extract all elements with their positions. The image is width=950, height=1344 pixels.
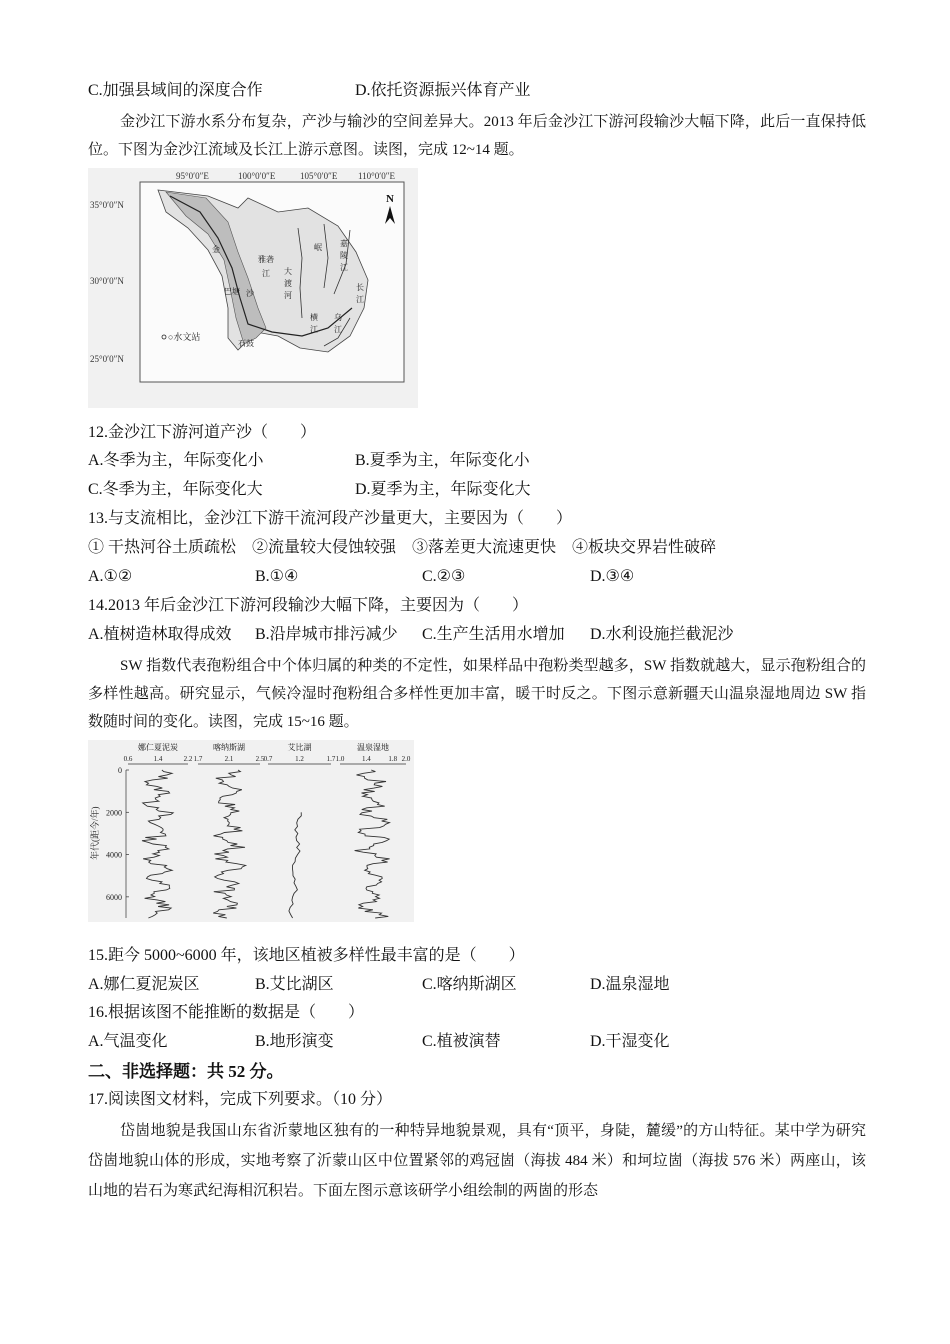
q12-option-b: B.夏季为主，年际变化小 xyxy=(355,452,530,469)
series-title: 艾比湖 xyxy=(287,743,312,752)
y-tick-label: 6000 xyxy=(106,892,122,902)
x-tick-label: 2.0 xyxy=(401,755,411,763)
q14-option-b: B.沿岸城市排污减少 xyxy=(255,626,398,643)
lon-label-3: 105°0′0″E xyxy=(300,171,338,181)
y-axis-label: 年代(距今/年) xyxy=(90,806,100,860)
place-he: 河 xyxy=(284,291,292,300)
jinsha-map-figure xyxy=(88,168,418,408)
x-tick-label: 2.1 xyxy=(224,755,234,763)
lat-label-3: 25°0′0″N xyxy=(90,354,124,364)
top-option-c: C.加强县域间的深度合作 xyxy=(88,82,263,99)
x-tick-label: 1.4 xyxy=(153,755,163,763)
place-yalong-jiang: 江 xyxy=(262,269,270,278)
lat-label-2: 30°0′0″N xyxy=(90,276,124,286)
q15-option-c: C.喀纳斯湖区 xyxy=(422,976,517,993)
passage-jinsha: 金沙江下游水系分布复杂，产沙与输沙的空间差异大。2013 年后金沙江下游河段输沙大幅下降，此后一直保持低位。下图为金沙江流域及长江上游示意图。读图，完成 12~14 题。 xyxy=(88,114,866,158)
top-option-d: D.依托资源振兴体育产业 xyxy=(355,82,531,99)
q14-option-a: A.植树造林取得成效 xyxy=(88,626,232,643)
section-heading: 二、非选择题：共 52 分。 xyxy=(88,1062,284,1081)
place-da: 大 xyxy=(284,267,292,276)
x-tick-label: 2.2 xyxy=(183,755,193,763)
place-chang: 长 xyxy=(356,283,364,292)
place-changjiang: 江 xyxy=(356,295,364,304)
series-title: 娜仁夏泥炭 xyxy=(138,743,178,752)
q16-option-b: B.地形演变 xyxy=(255,1033,334,1050)
q13-option-d: D.③④ xyxy=(590,568,635,585)
series-title: 喀纳斯湖 xyxy=(213,743,245,752)
q17-stem: 17.阅读图文材料，完成下列要求。（10 分） xyxy=(88,1091,393,1108)
sw-index-chart xyxy=(88,740,414,922)
y-tick-label: 0 xyxy=(118,766,122,775)
q15-option-d: D.温泉湿地 xyxy=(590,976,670,993)
place-batang: 巴塘 xyxy=(224,287,240,296)
place-min: 岷 xyxy=(314,243,322,252)
x-tick-label: 1.2 xyxy=(295,755,304,763)
place-ling: 陵 xyxy=(340,251,348,260)
place-jin: 金 xyxy=(212,245,220,254)
q14-option-d: D.水利设施拦截泥沙 xyxy=(590,626,734,643)
place-du: 渡 xyxy=(284,279,292,288)
x-tick-label: 1.8 xyxy=(388,755,398,763)
y-tick-label: 2000 xyxy=(106,808,122,818)
x-tick-label: 1.4 xyxy=(362,755,371,763)
lon-label-2: 100°0′0″E xyxy=(238,171,276,181)
q16-option-c: C.植被演替 xyxy=(422,1033,501,1050)
q14-option-c: C.生产生活用水增加 xyxy=(422,626,565,643)
x-tick-label: 1.7 xyxy=(193,755,203,763)
x-tick-label: 0.6 xyxy=(123,755,133,763)
place-jialing-jiang: 江 xyxy=(340,263,348,272)
y-tick-label: 4000 xyxy=(106,850,122,860)
x-tick-label: 2.5 xyxy=(255,755,265,763)
q17-passage: 岱崮地貌是我国山东省沂蒙地区独有的一种特异地貌景观，具有“顶平，身陡，麓缓”的方山特征。某中学为研究岱崮地貌山体的形成，实地考察了沂蒙山区中位置紧邻的鸡冠崮（海拔 484 米）和坷垃崮（海拔 576 米）两座山，该山地的岩石为寒武纪海相沉积岩。下面左图示意该研学小组绘制的两崮的形态 xyxy=(88,1123,866,1199)
q13-option-a: A.①② xyxy=(88,568,133,585)
q12-option-a: A.冬季为主，年际变化小 xyxy=(88,452,264,469)
q13-stem: 13.与支流相比，金沙江下游干流河段产沙量更大，主要因为（ ） xyxy=(88,510,573,527)
q12-option-d: D.夏季为主，年际变化大 xyxy=(355,481,531,498)
x-tick-label: 0.7 xyxy=(263,755,273,763)
q13-option-b: B.①④ xyxy=(255,568,299,585)
place-wujiang: 江 xyxy=(334,325,342,334)
north-label: N xyxy=(386,193,394,205)
x-tick-label: 1.7 xyxy=(326,755,336,763)
x-tick-label: 1.0 xyxy=(335,755,345,763)
place-shigu: 石鼓 xyxy=(238,339,254,348)
q16-option-d: D.干湿变化 xyxy=(590,1033,670,1050)
q15-stem: 15.距今 5000~6000 年，该地区植被多样性最丰富的是（ ） xyxy=(88,947,525,964)
q12-stem: 12.金沙江下游河道产沙（ ） xyxy=(88,424,317,441)
place-yalong: 雅砻 xyxy=(258,255,274,264)
lat-label-1: 35°0′0″N xyxy=(90,200,124,210)
place-hengjiang: 江 xyxy=(310,325,318,334)
q13-items: ① 干热河谷土质疏松 ②流量较大侵蚀较强 ③落差更大流速更快 ④板块交界岩性破碎 xyxy=(88,539,717,556)
lon-label-1: 95°0′0″E xyxy=(176,171,209,181)
q16-option-a: A.气温变化 xyxy=(88,1033,168,1050)
place-jia: 嘉 xyxy=(340,239,348,248)
q12-option-c: C.冬季为主，年际变化大 xyxy=(88,481,263,498)
station-legend-label: ○水文站 xyxy=(168,332,201,342)
sw-chart-figure xyxy=(88,740,414,922)
passage-sw-index: SW 指数代表孢粉组合中个体归属的种类的不定性，如果样品中孢粉类型越多，SW 指数就越大，显示孢粉组合的多样性越高。研究显示，气候冷湿时孢粉组合多样性更加丰富，暖干时反之。下图示意新疆天山温泉湿地周边 SW 指数随时间的变化。读图，完成 15~16 题。 xyxy=(88,658,866,730)
q15-option-a: A.娜仁夏泥炭区 xyxy=(88,976,200,993)
lon-label-4: 110°0′0″E xyxy=(358,171,395,181)
q14-stem: 14.2013 年后金沙江下游河段输沙大幅下降，主要因为（ ） xyxy=(88,597,529,614)
series-title: 温泉湿地 xyxy=(357,743,389,752)
jinsha-map xyxy=(88,168,418,408)
place-heng: 横 xyxy=(310,313,318,322)
place-sha: 沙 xyxy=(246,289,254,298)
q15-option-b: B.艾比湖区 xyxy=(255,976,334,993)
q16-stem: 16.根据该图不能推断的数据是（ ） xyxy=(88,1004,365,1021)
q13-option-c: C.②③ xyxy=(422,568,466,585)
place-wu: 乌 xyxy=(334,313,342,322)
